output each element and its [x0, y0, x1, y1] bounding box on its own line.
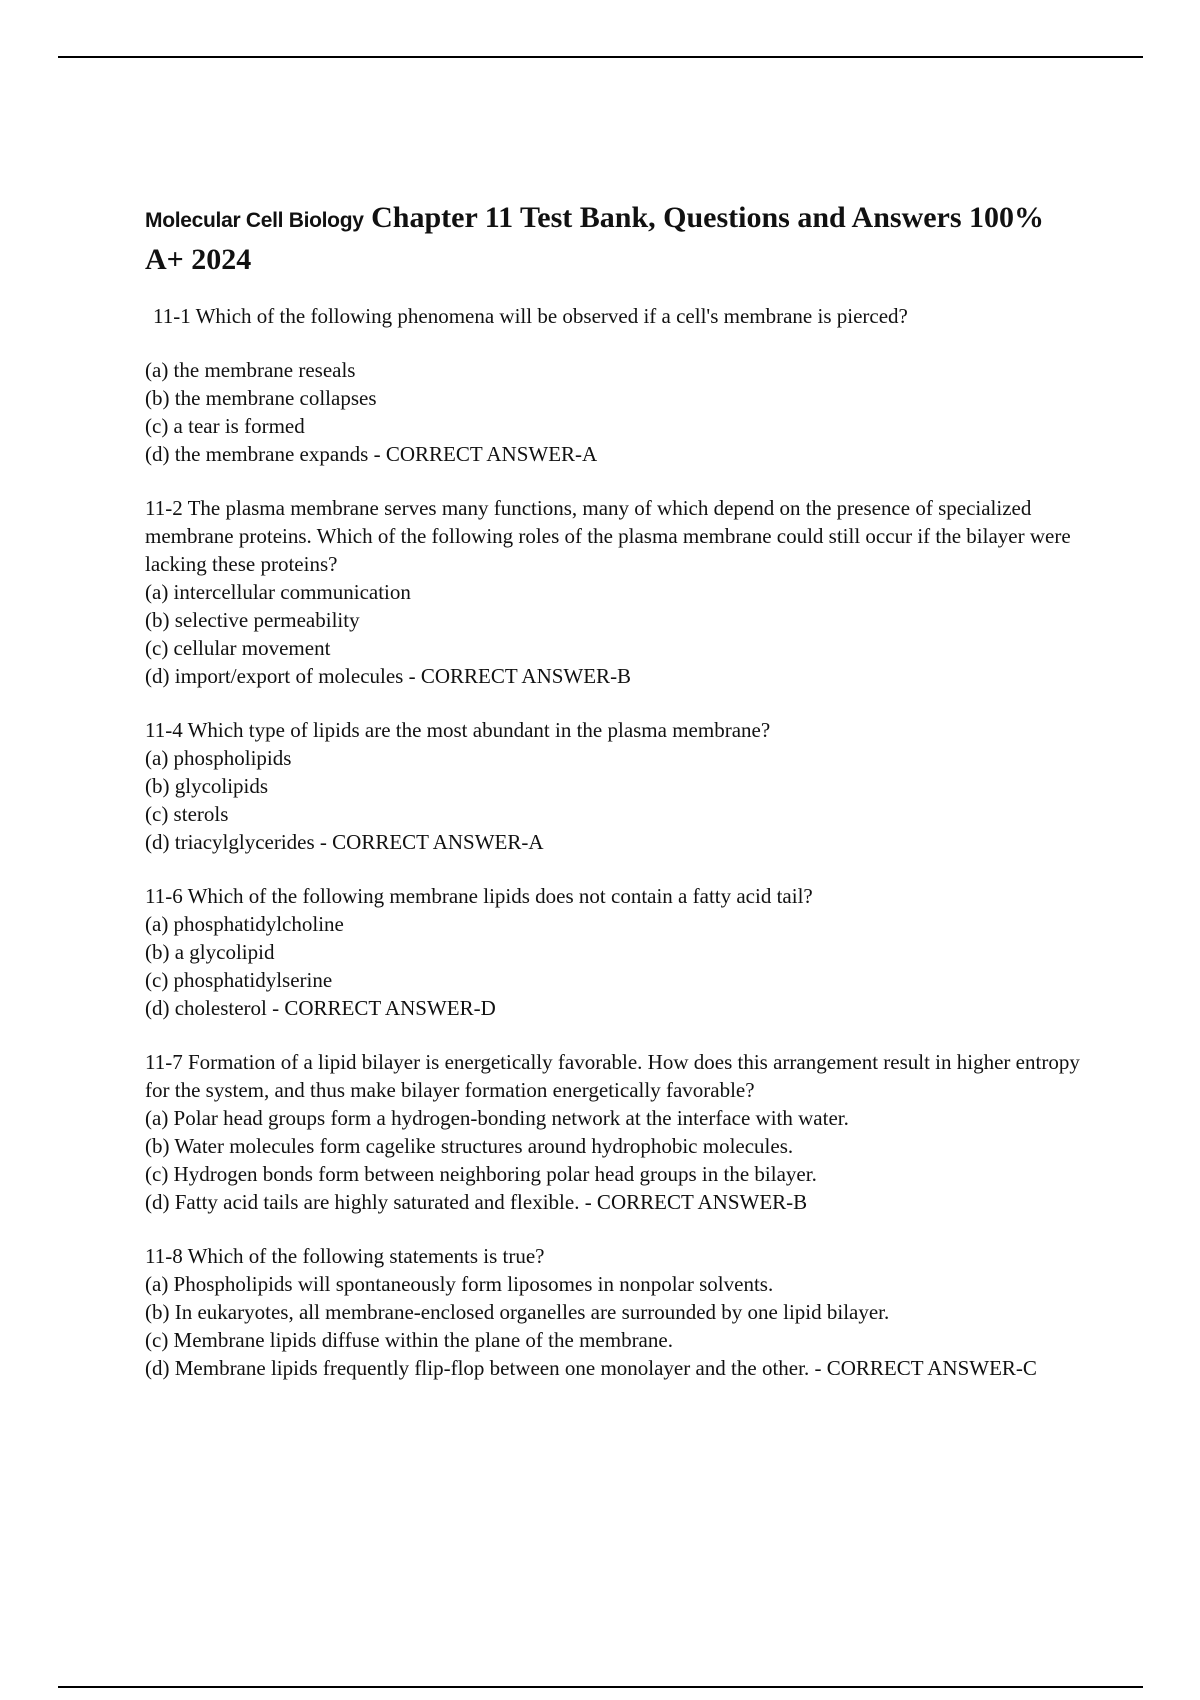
answer-option: (a) Phospholipids will spontaneously form liposomes in nonpolar solvents.: [145, 1272, 774, 1296]
answer-option: (c) cellular movement: [145, 636, 331, 660]
answer-option: (a) phospholipids: [145, 746, 292, 770]
footer-rule: [58, 1686, 1143, 1688]
answer-option: (d) Fatty acid tails are highly saturated and flexible. - CORRECT ANSWER-B: [145, 1190, 808, 1214]
answer-option: (d) import/export of molecules - CORRECT ANSWER-B: [145, 664, 632, 688]
question-text: 11-1 Which of the following phenomena will be observed if a cell's membrane is pierced?: [153, 304, 908, 328]
answer-option: (b) a glycolipid: [145, 940, 275, 964]
answer-option: (b) In eukaryotes, all membrane-enclosed organelles are surrounded by one lipid bilayer.: [145, 1300, 890, 1324]
answer-option: (d) triacylglycerides - CORRECT ANSWER-A: [145, 830, 544, 854]
answer-option: (a) intercellular communication: [145, 580, 411, 604]
answer-option: (b) Water molecules form cagelike structures around hydrophobic molecules.: [145, 1134, 794, 1158]
document-title: [145, 198, 1085, 279]
question-11-4: [145, 716, 1095, 856]
answer-option: (b) glycolipids: [145, 774, 269, 798]
answer-option: (c) phosphatidylserine: [145, 968, 333, 992]
answer-option: (b) selective permeability: [145, 608, 360, 632]
question-11-6: [145, 882, 1095, 1022]
question-11-7: [145, 1048, 1095, 1216]
answer-option: (c) a tear is formed: [145, 414, 305, 438]
question-list: [145, 302, 1095, 1408]
question-text: 11-2 The plasma membrane serves many functions, many of which depend on the presence of specialized membrane proteins. Which of the following roles of the plasma membrane could still occur if the bilayer were lacking these proteins?: [145, 496, 1071, 576]
answer-option: (d) cholesterol - CORRECT ANSWER-D: [145, 996, 496, 1020]
header-rule: [58, 56, 1143, 58]
title-subject: Molecular Cell Biology: [145, 209, 364, 232]
title-main: Chapter 11 Test Bank, Questions and Answers 100% A+ 2024: [145, 201, 1045, 276]
answer-option: (c) sterols: [145, 802, 229, 826]
answer-option: (a) Polar head groups form a hydrogen-bonding network at the interface with water.: [145, 1106, 849, 1130]
answer-option: (a) phosphatidylcholine: [145, 912, 344, 936]
question-text: 11-6 Which of the following membrane lipids does not contain a fatty acid tail?: [145, 884, 813, 908]
answer-option: (d) Membrane lipids frequently flip-flop between one monolayer and the other. - CORRECT ANSWER-C: [145, 1356, 1037, 1380]
answer-option: (c) Membrane lipids diffuse within the plane of the membrane.: [145, 1328, 673, 1352]
answer-option: (c) Hydrogen bonds form between neighboring polar head groups in the bilayer.: [145, 1162, 817, 1186]
answer-option: (d) the membrane expands - CORRECT ANSWER-A: [145, 442, 598, 466]
question-text: 11-7 Formation of a lipid bilayer is energetically favorable. How does this arrangement result in higher entropy for the system, and thus make bilayer formation energetically favorable?: [145, 1050, 1080, 1102]
question-11-8: [145, 1242, 1095, 1382]
question-text: 11-8 Which of the following statements is true?: [145, 1244, 545, 1268]
answer-option: (b) the membrane collapses: [145, 386, 377, 410]
answer-option: (a) the membrane reseals: [145, 358, 356, 382]
question-11-2: [145, 494, 1095, 690]
question-text: 11-4 Which type of lipids are the most abundant in the plasma membrane?: [145, 718, 771, 742]
question-11-1: [145, 302, 1095, 468]
